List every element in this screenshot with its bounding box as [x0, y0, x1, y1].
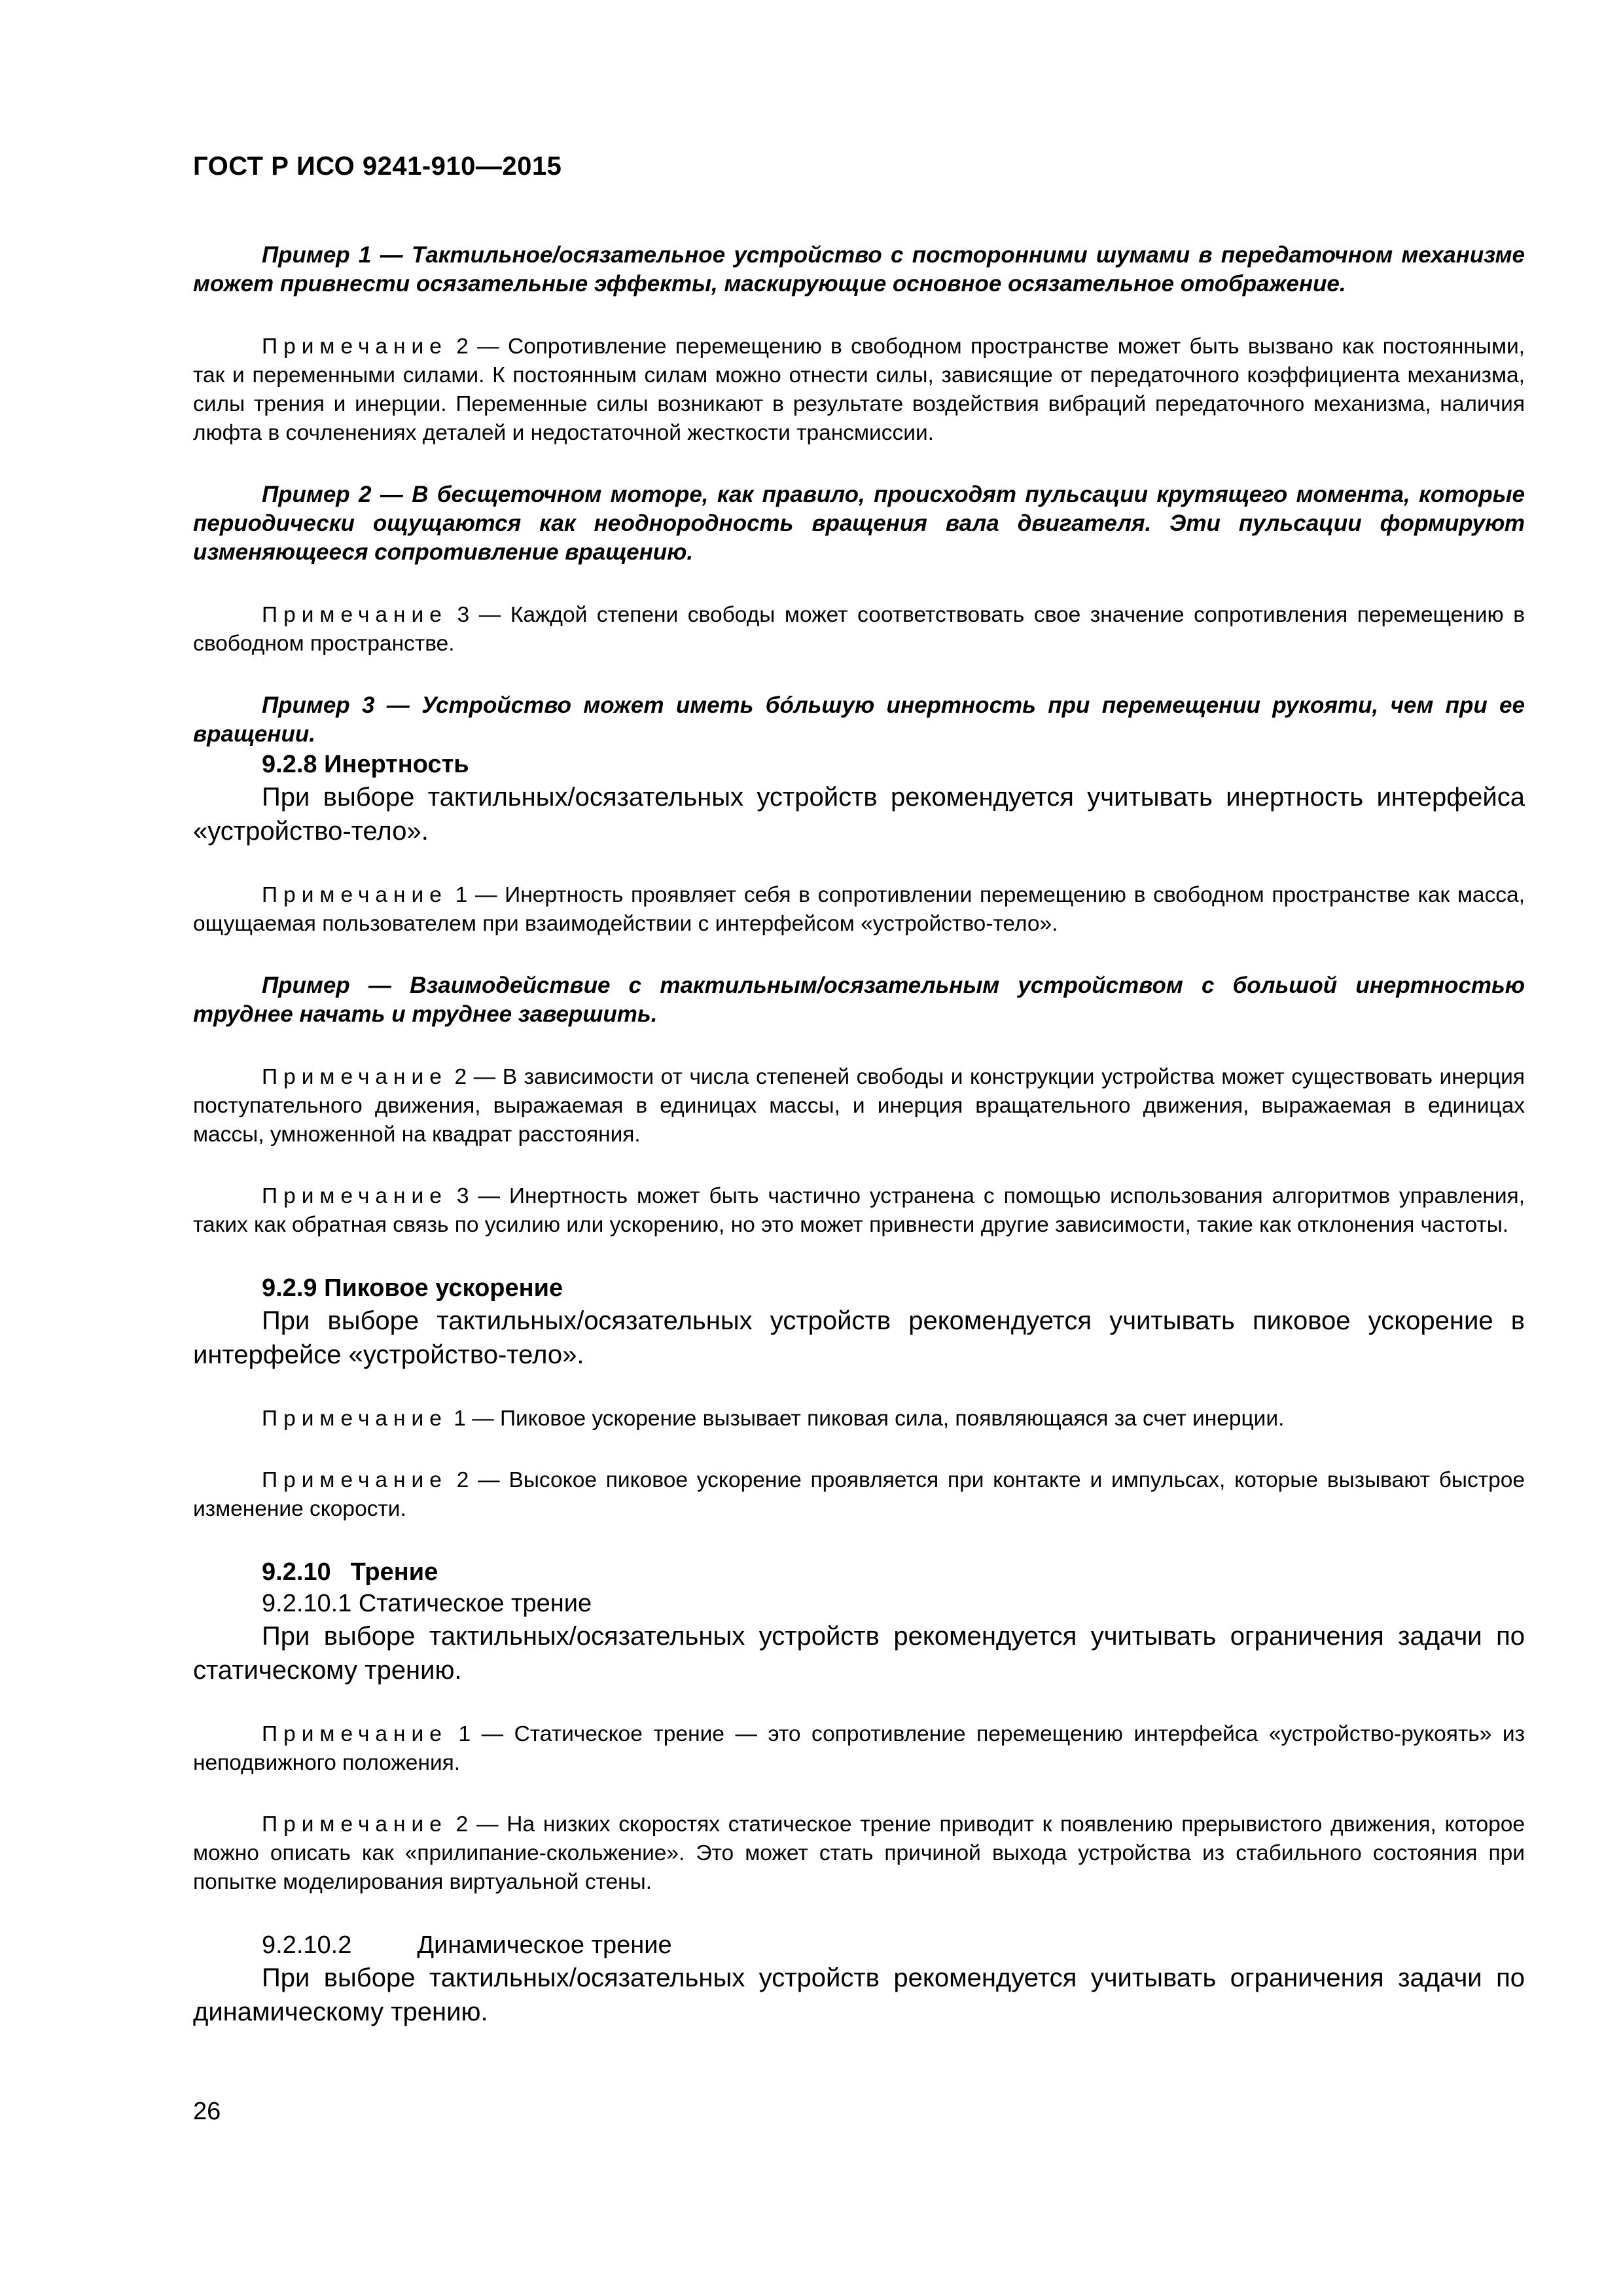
note-label: Примечание	[262, 1468, 448, 1492]
note-3-degrees	[193, 601, 1525, 658]
note-text: 2 — Высокое пиковое ускорение проявляется при контакте и импульсах, которые вызывают быстрое изменение скорости.	[193, 1468, 1525, 1521]
dynamic-friction-body: При выборе тактильных/осязательных устройств рекомендуется учитывать ограничения задачи по динамическому трению.	[193, 1964, 1525, 2026]
note-3-algorithms	[193, 1182, 1525, 1240]
note-text: 2 — На низких скоростях статическое трение приводит к появлению прерывистого движения, которое можно описать как «прилипание-скольжение». Это может стать причиной выхода устройства из стабильного состояния при попытке моделирования виртуальной стены.	[193, 1812, 1525, 1894]
note-label: Примечание	[262, 1407, 448, 1431]
note-text: 1 — Пиковое ускорение вызывает пиковая сила, появляющаяся за счет инерции.	[454, 1407, 1285, 1431]
note-text: 2 — В зависимости от числа степеней свободы и конструкции устройства может существовать инерция поступательного движения, выражаемая в единицах массы, и инерция вращательного движения, выражаемая в единицах массы, умноженной на квадрат расстояния.	[193, 1065, 1525, 1147]
subsection-number: 9.2.10.2	[262, 1931, 352, 1959]
note-text: 2 — Сопротивление перемещению в свободном пространстве может быть вызвано как постоянными, так и переменными силами. К постоянным силам можно отнести силы, зависящие от передаточного коэффициента механизма, силы трения и инерции. Переменные силы возникают в результате воздействия вибраций передаточного механизма, наличия люфта в сочленениях деталей и недостаточной жесткости трансмиссии.	[193, 334, 1525, 445]
example-3: Пример 3 — Устройство может иметь бóльшую инертность при перемещении рукояти, чем при ее вращении.	[193, 692, 1525, 747]
example-2: Пример 2 — В бесщеточном моторе, как правило, происходят пульсации крутящего момента, которые периодически ощущаются как неоднородность вращения вала двигателя. Эти пульсации формируют изменяющееся сопротивление вращению.	[193, 482, 1525, 565]
note-1-inertness	[193, 881, 1525, 939]
subsection-title: Динамическое трение	[417, 1931, 672, 1959]
note-text: 3 — Инертность может быть частично устранена с помощью использования алгоритмов управления, таких как обратная связь по усилию или ускорению, но это может привнести другие зависимости, такие как отклонения частоты.	[193, 1184, 1525, 1237]
section-heading-928: 9.2.8 Инертность	[262, 751, 469, 778]
subsection-heading-dynamic	[193, 1929, 1525, 1961]
note-label: Примечание	[262, 603, 448, 627]
section-heading-9210	[193, 1556, 1525, 1588]
note-text: 3 — Каждой степени свободы может соответствовать свое значение сопротивления перемещению в свободном пространстве.	[193, 603, 1525, 656]
page-content	[193, 241, 1525, 2062]
section-929-body: При выборе тактильных/осязательных устройств рекомендуется учитывать пиковое ускорение в интерфейсе «устройство-тело».	[193, 1306, 1525, 1369]
page-number: 26	[193, 2098, 221, 2125]
example-1: Пример 1 — Тактильное/осязательное устройство с посторонними шумами в передаточном механизме может привнести осязательные эффекты, маскирующие основное осязательное отображение.	[193, 242, 1525, 296]
section-title: Трение	[350, 1558, 438, 1586]
note-2-stick-slip	[193, 1810, 1525, 1897]
note-label: Примечание	[262, 1065, 448, 1089]
note-label: Примечание	[262, 883, 448, 907]
note-label: Примечание	[262, 1184, 448, 1208]
subsection-heading-static: 9.2.10.1 Статическое трение	[262, 1590, 592, 1617]
note-2-inertia	[193, 1063, 1525, 1149]
note-1-peak	[193, 1405, 1525, 1433]
note-2-peak	[193, 1466, 1525, 1524]
note-text: 1 — Статическое трение — это сопротивление перемещению интерфейса «устройство-рукоять» из неподвижного положения.	[193, 1722, 1525, 1775]
section-number: 9.2.10	[262, 1558, 331, 1586]
static-friction-body: При выборе тактильных/осязательных устройств рекомендуется учитывать ограничения задачи по статическому трению.	[193, 1622, 1525, 1685]
note-1-static	[193, 1720, 1525, 1778]
section-heading-929: 9.2.9 Пиковое ускорение	[262, 1274, 563, 1302]
note-label: Примечание	[262, 1812, 448, 1837]
document-header: ГОСТ Р ИСО 9241-910—2015	[193, 152, 562, 181]
section-928-body: При выборе тактильных/осязательных устройств рекомендуется учитывать инертность интерфейса «устройство-тело».	[193, 783, 1525, 846]
note-text: 1 — Инертность проявляет себя в сопротивлении перемещению в свободном пространстве как масса, ощущаемая пользователем при взаимодействии с интерфейсом «устройство-тело».	[193, 883, 1525, 936]
note-label: Примечание	[262, 334, 448, 359]
note-label: Примечание	[262, 1722, 448, 1746]
example-inertness: Пример — Взаимодействие с тактильным/осязательным устройством с большой инертностью труднее начать и труднее завершить.	[193, 973, 1525, 1027]
note-2-resistance	[193, 332, 1525, 448]
